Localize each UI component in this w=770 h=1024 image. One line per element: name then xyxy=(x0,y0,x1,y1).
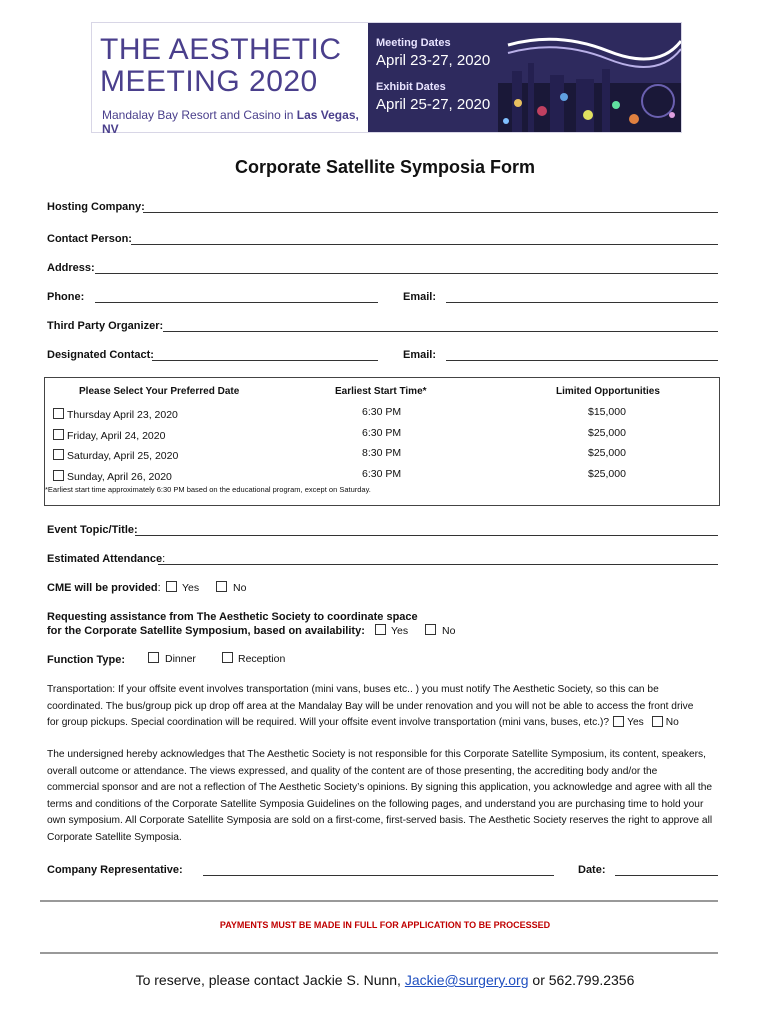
transportation-paragraph xyxy=(47,682,693,732)
disclaimer-line1: The undersigned hereby acknowledges that The Aesthetic Society is not responsible for this Corporate Satellite Symposium, its content, speakers, xyxy=(47,749,706,760)
function-type-label: Function Type: xyxy=(47,654,126,666)
dinner-checkbox[interactable] xyxy=(148,652,159,663)
address-label: Address: xyxy=(47,262,95,274)
price-sunday: $25,000 xyxy=(588,468,626,480)
banner-location xyxy=(102,108,368,136)
banner-title-line1: THE AESTHETIC xyxy=(100,33,342,66)
date-checkbox-saturday[interactable] xyxy=(53,449,64,460)
time-thursday: 6:30 PM xyxy=(362,406,402,418)
cme-label-text: CME will be provided xyxy=(47,582,158,594)
transport-no-checkbox[interactable] xyxy=(652,716,663,727)
disclaimer-line3: commercial sponsor and are not a reflection of The Aesthetic Society’s opinions. By signing this application, you acknowledge and agree with all the xyxy=(47,782,713,793)
attendance-label-text: Estimated Attendance xyxy=(47,553,163,565)
transport-line1: Transportation: If your offsite event involves transportation (mini vans, buses etc.. ) you must notify The Aesthetic Society, so this can be xyxy=(47,684,659,695)
assist-yes-label: Yes xyxy=(391,625,409,637)
email-label: Email: xyxy=(403,291,437,303)
dinner-label: Dinner xyxy=(165,653,196,665)
cme-label-colon: : xyxy=(157,582,161,594)
attendance-label-colon: : xyxy=(162,553,166,565)
disclaimer-line6: Corporate Satellite Symposia. xyxy=(47,831,182,843)
price-saturday: $25,000 xyxy=(588,447,626,459)
cme-yes-label: Yes xyxy=(182,582,200,594)
disclaimer-paragraph xyxy=(47,747,712,846)
address-field[interactable] xyxy=(95,273,718,274)
banner-location-city: Las Vegas, NV xyxy=(102,108,359,136)
assistance-label-line2: for the Corporate Satellite Symposium, based on availability: xyxy=(47,625,365,637)
event-topic-field[interactable] xyxy=(135,535,718,536)
company-rep-label: Company Representative: xyxy=(47,864,183,876)
time-friday: 6:30 PM xyxy=(362,427,402,439)
banner-title-block xyxy=(92,23,368,136)
price-thursday: $15,000 xyxy=(588,406,626,418)
transport-question: for group pickups. Special coordination will be required. Will your offsite event involve transportation (mini vans, buses, etc.)? xyxy=(47,717,610,728)
date-checkbox-thursday[interactable] xyxy=(53,408,64,419)
event-banner xyxy=(91,22,682,136)
reception-checkbox[interactable] xyxy=(222,652,233,663)
transport-line3 xyxy=(47,715,693,732)
date-checkbox-friday[interactable] xyxy=(53,429,64,440)
hosting-company-field[interactable] xyxy=(143,212,718,213)
email2-field[interactable] xyxy=(446,360,718,361)
disclaimer-line4: terms and conditions of the Corporate Satellite Symposia Guidelines on the following pages, and understand you are purchasing time to hold your xyxy=(47,798,704,810)
date-label-saturday: Saturday, April 25, 2020 xyxy=(67,450,179,462)
price-friday: $25,000 xyxy=(588,427,626,439)
form-title: Corporate Satellite Symposia Form xyxy=(234,157,536,177)
date-field[interactable] xyxy=(615,875,718,876)
email-field[interactable] xyxy=(446,302,718,303)
divider-bottom xyxy=(40,952,718,954)
header-start-time: Earliest Start Time* xyxy=(335,386,427,397)
transport-yes-label: Yes xyxy=(627,717,644,728)
assistance-label-line1: Requesting assistance from The Aesthetic Society to coordinate space xyxy=(47,611,418,623)
header-preferred-date: Please Select Your Preferred Date xyxy=(79,386,240,397)
assist-no-checkbox[interactable] xyxy=(425,624,436,635)
meeting-dates-label: Meeting Dates xyxy=(376,37,451,49)
contact-person-field[interactable] xyxy=(131,244,718,245)
date-selection-table xyxy=(44,377,720,506)
reception-label: Reception xyxy=(238,653,286,665)
contact-line xyxy=(0,972,770,988)
assist-no-label: No xyxy=(442,625,456,637)
cme-no-checkbox[interactable] xyxy=(216,581,227,592)
attendance-label xyxy=(47,553,165,565)
skyline-graphic xyxy=(498,23,681,132)
event-topic-label: Event Topic/Title: xyxy=(47,524,138,536)
divider-top xyxy=(40,900,718,902)
date-label-friday: Friday, April 24, 2020 xyxy=(67,430,166,442)
start-time-footnote: *Earliest start time approximately 6:30 PM based on the educational program, except on Saturday. xyxy=(45,485,371,494)
contact-person-label: Contact Person: xyxy=(47,233,132,245)
contact-prefix: To reserve, please contact Jackie S. Nunn, xyxy=(135,972,405,988)
assist-yes-checkbox[interactable] xyxy=(375,624,386,635)
header-opportunities: Limited Opportunities xyxy=(556,386,660,397)
third-party-field[interactable] xyxy=(163,331,718,332)
attendance-field[interactable] xyxy=(158,564,718,565)
disclaimer-line5: own symposium. All Corporate Satellite Symposia are sold on a first-come, first-served basis. The Aesthetic Society reserves the right to approve all xyxy=(47,815,713,826)
banner-location-prefix: Mandalay Bay Resort and Casino in xyxy=(102,108,297,122)
banner-dates-block xyxy=(368,23,681,132)
date-label-thursday: Thursday April 23, 2020 xyxy=(67,409,178,421)
designated-contact-field[interactable] xyxy=(152,360,378,361)
phone-field[interactable] xyxy=(95,302,378,303)
exhibit-dates-value: April 25-27, 2020 xyxy=(376,96,491,113)
meeting-dates-value: April 23-27, 2020 xyxy=(376,52,491,69)
date-checkbox-sunday[interactable] xyxy=(53,470,64,481)
time-saturday: 8:30 PM xyxy=(362,447,402,459)
transport-no-label: No xyxy=(665,717,679,728)
cme-no-label: No xyxy=(233,582,247,594)
designated-contact-label: Designated Contact: xyxy=(47,349,154,361)
date-label: Date: xyxy=(578,864,606,876)
cme-yes-checkbox[interactable] xyxy=(166,581,177,592)
third-party-label: Third Party Organizer: xyxy=(47,320,164,332)
hosting-company-label: Hosting Company: xyxy=(47,201,145,213)
transport-line2: coordinated. The bus/group pick up drop off area at the Mandalay Bay will be under renovation and you will not be able to access the front drive xyxy=(47,700,694,712)
date-label-sunday: Sunday, April 26, 2020 xyxy=(67,471,172,483)
banner-title-line2: MEETING 2020 xyxy=(100,65,318,98)
exhibit-dates-label: Exhibit Dates xyxy=(376,81,446,93)
transport-yes-checkbox[interactable] xyxy=(613,716,624,727)
payment-notice: PAYMENTS MUST BE MADE IN FULL FOR APPLICATION TO BE PROCESSED xyxy=(219,920,551,930)
time-sunday: 6:30 PM xyxy=(362,468,402,480)
phone-label: Phone: xyxy=(47,291,85,303)
email2-label: Email: xyxy=(403,349,437,361)
disclaimer-line2: overall outcome or attendance. The views expressed, and quality of the content are of those presenting, the accrediting body and/or the xyxy=(47,765,658,777)
company-rep-field[interactable] xyxy=(203,875,554,876)
contact-email-link[interactable]: Jackie@surgery.org xyxy=(404,972,529,988)
contact-suffix: or 562.799.2356 xyxy=(528,972,635,988)
cme-label xyxy=(47,582,161,594)
